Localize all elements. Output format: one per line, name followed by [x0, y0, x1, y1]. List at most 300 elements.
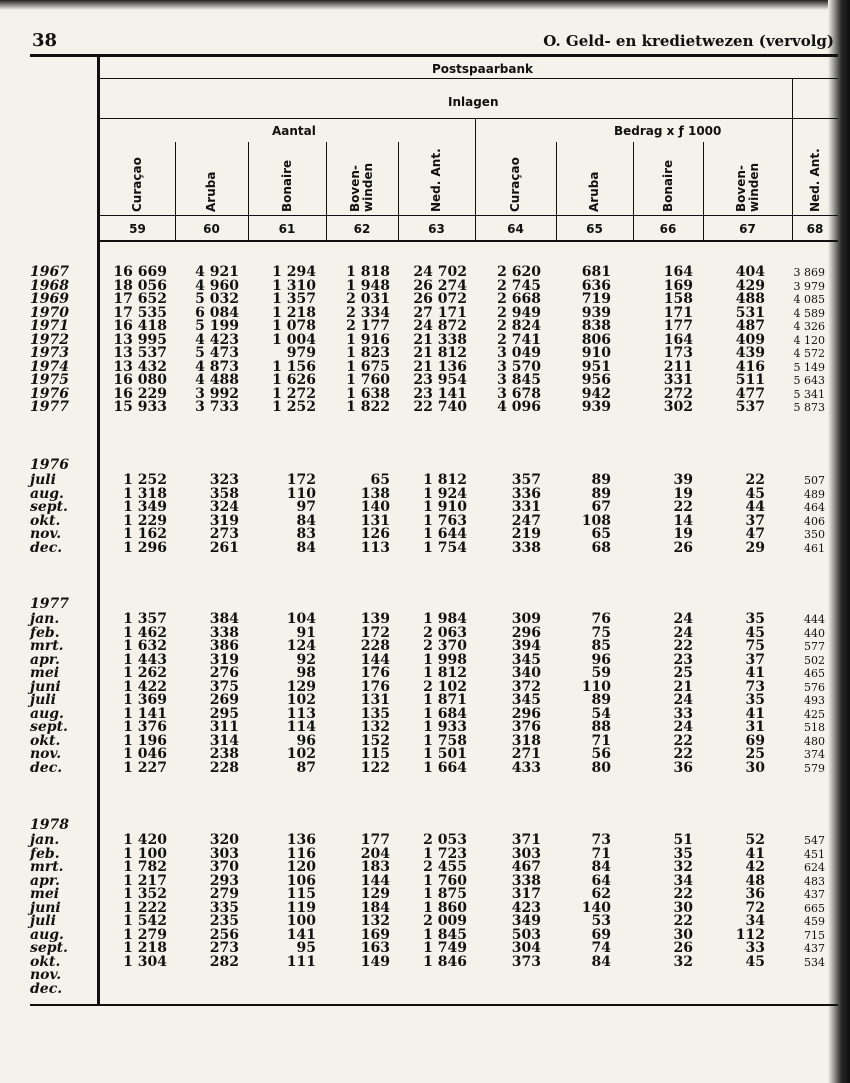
- table-cell: 547: [804, 834, 825, 847]
- row-label: 1968: [30, 277, 69, 294]
- table-cell: 69: [745, 732, 765, 749]
- table-cell: 13 995: [113, 331, 167, 348]
- table-cell: 579: [804, 761, 825, 775]
- table-cell: 36: [673, 759, 693, 776]
- table-cell: 88: [591, 719, 611, 735]
- table-cell: 295: [209, 705, 239, 722]
- column-header-label: Ned. Ant.: [429, 148, 443, 212]
- table-cell: 374: [804, 748, 825, 761]
- row-label: aug.: [30, 485, 64, 502]
- table-cell: 238: [209, 746, 239, 762]
- table-cell: 112: [735, 926, 765, 943]
- table-cell: 72: [745, 899, 765, 916]
- table-cell: 942: [581, 385, 611, 402]
- table-cell: 158: [663, 291, 693, 307]
- table-cell: 85: [591, 638, 611, 654]
- table-cell: 177: [663, 318, 693, 334]
- row-label: feb.: [30, 845, 60, 862]
- table-cell: 2 009: [423, 913, 467, 929]
- table-cell: 22: [673, 638, 693, 654]
- table-cell: 22: [673, 913, 693, 929]
- table-cell: 26: [673, 539, 693, 556]
- row-label: sept.: [30, 499, 68, 515]
- table-cell: 534: [804, 955, 825, 969]
- table-cell: 345: [511, 651, 541, 668]
- table-cell: 338: [209, 624, 239, 641]
- table-cell: 483: [804, 874, 825, 888]
- column-number: 67: [739, 222, 756, 236]
- table-cell: 138: [360, 485, 390, 502]
- table-cell: 433: [511, 759, 541, 776]
- table-cell: 939: [581, 304, 611, 321]
- table-cell: 3 869: [793, 266, 825, 279]
- table-cell: 303: [209, 845, 239, 862]
- table-cell: 338: [511, 872, 541, 889]
- table-cell: 624: [804, 861, 825, 874]
- row-label: juli: [30, 692, 56, 708]
- table-cell: 1 294: [272, 264, 316, 280]
- table-cell: 4 096: [497, 399, 541, 415]
- table-cell: 1 376: [123, 719, 167, 735]
- table-cell: 84: [296, 512, 316, 529]
- table-cell: 1 310: [272, 277, 316, 294]
- table-cell: 335: [209, 899, 239, 916]
- table-cell: 1 156: [272, 358, 316, 375]
- table-cell: 17 535: [113, 304, 167, 321]
- table-cell: 30: [673, 926, 693, 943]
- table-cell: 132: [360, 719, 390, 735]
- table-cell: 1 141: [123, 705, 167, 722]
- table-cell: 144: [360, 651, 390, 668]
- header-rule-1: [100, 78, 838, 79]
- table-cell: 47: [745, 526, 765, 542]
- table-cell: 487: [735, 318, 765, 334]
- table-cell: 451: [804, 847, 825, 861]
- table-cell: 1 462: [123, 624, 167, 641]
- table-cell: 5 199: [195, 318, 239, 334]
- table-row: [0, 761, 850, 776]
- table-cell: 5 643: [793, 374, 825, 387]
- table-cell: 132: [360, 913, 390, 929]
- table-cell: 3 733: [195, 399, 239, 415]
- table-cell: 75: [591, 624, 611, 641]
- year-heading: 1977: [30, 596, 69, 612]
- table-cell: 108: [581, 512, 611, 529]
- table-cell: 1 684: [423, 705, 467, 722]
- row-label: nov.: [30, 526, 62, 542]
- table-cell: 177: [360, 832, 390, 848]
- table-cell: 35: [673, 845, 693, 862]
- table-cell: 51: [673, 832, 693, 848]
- table-cell: 314: [209, 732, 239, 749]
- table-cell: 1 262: [123, 665, 167, 681]
- table-cell: 488: [735, 291, 765, 307]
- table-cell: 376: [511, 719, 541, 735]
- table-cell: 1 760: [423, 872, 467, 889]
- table-cell: 1 758: [423, 732, 467, 749]
- table-cell: 22: [673, 746, 693, 762]
- table-cell: 1 162: [123, 526, 167, 542]
- row-label: okt.: [30, 953, 61, 970]
- table-cell: 44: [745, 499, 765, 515]
- table-cell: 372: [511, 678, 541, 695]
- table-cell: 507: [804, 474, 825, 487]
- column-number: 59: [129, 222, 146, 236]
- column-header-label: Bonaire: [660, 159, 675, 212]
- table-cell: 73: [745, 678, 765, 695]
- row-label: nov.: [30, 746, 62, 762]
- column-header-label: Aruba: [204, 171, 218, 212]
- table-cell: 102: [286, 746, 316, 762]
- table-cell: 149: [360, 953, 390, 970]
- table-cell: 349: [511, 913, 541, 929]
- table-cell: 39: [673, 472, 693, 488]
- table-cell: 302: [663, 399, 693, 415]
- table-cell: 439: [735, 345, 765, 361]
- table-cell: 139: [360, 611, 390, 627]
- table-cell: 13 432: [113, 358, 167, 375]
- table-cell: 211: [663, 358, 693, 375]
- table-cell: 1 871: [423, 692, 467, 708]
- row-label: 1974: [30, 358, 69, 375]
- table-cell: 35: [745, 611, 765, 627]
- column-number: 63: [428, 222, 445, 236]
- table-cell: 338: [511, 539, 541, 556]
- table-cell: 1 501: [423, 746, 467, 762]
- header-rule-4: [100, 240, 838, 242]
- table-cell: 665: [804, 901, 825, 915]
- table-cell: 24: [673, 624, 693, 641]
- table-cell: 56: [591, 746, 611, 762]
- table-cell: 45: [745, 953, 765, 970]
- table-cell: 228: [360, 638, 390, 654]
- table-cell: 32: [673, 953, 693, 970]
- row-label: 1972: [30, 331, 69, 348]
- table-row: [0, 541, 850, 556]
- table-cell: 144: [360, 872, 390, 889]
- table-cell: 25: [673, 665, 693, 681]
- table-cell: 461: [804, 541, 825, 555]
- table-cell: 956: [581, 372, 611, 388]
- table-cell: 1 004: [272, 331, 316, 348]
- table-cell: 71: [591, 732, 611, 749]
- table-cell: 1 644: [423, 526, 467, 542]
- table-cell: 1 638: [346, 385, 390, 402]
- table-cell: 219: [511, 526, 541, 542]
- table-cell: 1 763: [423, 512, 467, 529]
- table-cell: 64: [591, 872, 611, 889]
- table-cell: 2 102: [423, 678, 467, 695]
- table-cell: 2 031: [346, 291, 390, 307]
- table-cell: 1 542: [123, 913, 167, 929]
- bottom-rule: [30, 1004, 838, 1006]
- table-cell: 979: [286, 345, 316, 361]
- table-cell: 2 668: [497, 291, 541, 307]
- table-cell: 531: [735, 304, 765, 321]
- header-rule-2: [100, 118, 838, 119]
- table-cell: 4 085: [793, 293, 825, 306]
- table-cell: 75: [745, 638, 765, 654]
- table-cell: 386: [209, 638, 239, 654]
- year-heading: 1976: [30, 457, 69, 473]
- row-label: 1971: [30, 318, 69, 334]
- table-cell: 30: [745, 759, 765, 776]
- table-cell: 394: [511, 638, 541, 654]
- table-cell: 113: [286, 705, 316, 722]
- top-rule: [30, 54, 838, 57]
- row-label: 1973: [30, 345, 69, 361]
- table-cell: 163: [360, 940, 390, 956]
- table-cell: 715: [804, 928, 825, 942]
- table-cell: 939: [581, 399, 611, 415]
- row-label: mei: [30, 665, 60, 681]
- table-cell: 25: [745, 746, 765, 762]
- table-cell: 87: [296, 759, 316, 776]
- table-cell: 1 812: [423, 665, 467, 681]
- table-cell: 110: [286, 485, 316, 502]
- row-label: 1976: [30, 385, 69, 402]
- table-cell: 1 078: [272, 318, 316, 334]
- table-cell: 16 669: [113, 264, 167, 280]
- table-cell: 4 960: [195, 277, 239, 294]
- table-cell: 140: [581, 899, 611, 916]
- table-cell: 4 120: [793, 333, 825, 347]
- table-cell: 416: [735, 358, 765, 375]
- table-cell: 459: [804, 915, 825, 928]
- table-cell: 65: [591, 526, 611, 542]
- table-cell: 74: [591, 940, 611, 956]
- table-cell: 204: [360, 845, 390, 862]
- table-cell: 5 032: [195, 291, 239, 307]
- table-cell: 34: [745, 913, 765, 929]
- table-cell: 84: [296, 539, 316, 556]
- table-cell: 910: [581, 345, 611, 361]
- table-cell: 311: [209, 719, 239, 735]
- table-cell: 324: [209, 499, 239, 515]
- table-cell: 444: [804, 613, 825, 626]
- column-number: 68: [806, 222, 824, 236]
- column-number: 66: [659, 222, 677, 236]
- table-cell: 357: [511, 472, 541, 488]
- row-label: mei: [30, 886, 60, 902]
- table-cell: 1 822: [346, 399, 390, 415]
- table-cell: 1 227: [123, 759, 167, 776]
- table-cell: 371: [511, 832, 541, 848]
- table-cell: 21: [673, 678, 693, 695]
- year-heading: 1978: [30, 817, 69, 833]
- table-cell: 124: [286, 638, 316, 654]
- table-cell: 21 136: [413, 358, 467, 375]
- row-label: 1967: [30, 264, 69, 280]
- table-cell: 106: [286, 872, 316, 889]
- table-cell: 21 812: [413, 345, 467, 361]
- table-cell: 67: [591, 499, 611, 515]
- table-cell: 96: [591, 651, 611, 668]
- row-label: aug.: [30, 705, 64, 722]
- table-cell: 1 352: [123, 886, 167, 902]
- table-cell: 1 217: [123, 872, 167, 889]
- table-cell: 4 572: [793, 347, 825, 360]
- table-cell: 384: [209, 611, 239, 627]
- table-cell: 26 072: [413, 291, 467, 307]
- table-cell: 136: [286, 832, 316, 848]
- page-number: 38: [32, 30, 58, 51]
- table-cell: 503: [511, 926, 541, 943]
- table-cell: 271: [511, 746, 541, 762]
- row-label: dec.: [30, 980, 63, 997]
- table-cell: 309: [511, 611, 541, 627]
- table-cell: 120: [286, 859, 316, 875]
- row-label: juli: [30, 472, 56, 488]
- table-cell: 71: [591, 845, 611, 862]
- table-cell: 235: [209, 913, 239, 929]
- table-cell: 1 875: [423, 886, 467, 902]
- table-cell: 838: [581, 318, 611, 334]
- table-cell: 464: [804, 501, 825, 514]
- row-label: jan.: [30, 832, 60, 848]
- row-label: aug.: [30, 926, 64, 943]
- table-cell: 92: [296, 651, 316, 668]
- table-cell: 4 326: [793, 320, 825, 333]
- table-cell: 1 196: [123, 732, 167, 749]
- table-cell: 719: [581, 291, 611, 307]
- bedrag-heading: Bedrag x ƒ 1000: [614, 124, 722, 138]
- row-label: sept.: [30, 940, 68, 956]
- table-cell: 42: [745, 859, 765, 875]
- table-cell: 164: [663, 331, 693, 348]
- table-cell: 27 171: [413, 304, 467, 321]
- table-cell: 24: [673, 611, 693, 627]
- column-number: 65: [586, 222, 603, 236]
- table-cell: 184: [360, 899, 390, 916]
- table-cell: 1 100: [123, 845, 167, 862]
- table-cell: 1 998: [423, 651, 467, 668]
- column-header-label: Curaçao: [130, 157, 144, 212]
- table-cell: 52: [745, 832, 765, 848]
- table-cell: 1 818: [346, 264, 390, 280]
- table-cell: 22: [673, 732, 693, 749]
- table-cell: 1 933: [423, 719, 467, 735]
- table-cell: 6 084: [195, 304, 239, 321]
- table-cell: 169: [360, 926, 390, 943]
- table-cell: 100: [286, 913, 316, 929]
- table-cell: 80: [591, 759, 611, 776]
- table-cell: 22: [673, 499, 693, 515]
- column-number: 61: [278, 222, 296, 236]
- row-label: 1970: [30, 304, 69, 321]
- row-label: juni: [30, 899, 61, 916]
- table-cell: 228: [209, 759, 239, 776]
- table-cell: 437: [804, 888, 825, 901]
- table-cell: 68: [591, 539, 611, 556]
- table-cell: 1 948: [346, 277, 390, 294]
- table-cell: 104: [286, 611, 316, 627]
- table-cell: 425: [804, 707, 825, 721]
- table-cell: 269: [209, 692, 239, 708]
- table-cell: 169: [663, 277, 693, 294]
- table-cell: 116: [286, 845, 316, 862]
- table-cell: 1 626: [272, 372, 316, 388]
- column-header-label: Boven- winden: [733, 162, 761, 212]
- table-cell: 319: [209, 512, 239, 529]
- table-cell: 1 218: [272, 304, 316, 321]
- table-cell: 5 149: [793, 360, 825, 374]
- table-cell: 1 420: [123, 832, 167, 848]
- table-cell: 282: [209, 953, 239, 970]
- table-cell: 23 954: [413, 372, 467, 388]
- table-cell: 331: [511, 499, 541, 515]
- table-cell: 1 369: [123, 692, 167, 708]
- column-number: 60: [203, 222, 220, 236]
- row-label: mrt.: [30, 859, 64, 875]
- table-cell: 54: [591, 705, 611, 722]
- table-cell: 84: [591, 859, 611, 875]
- table-cell: 4 921: [195, 264, 239, 280]
- table-cell: 45: [745, 485, 765, 502]
- column-header-label: Ned. Ant.: [807, 148, 822, 212]
- table-cell: 576: [804, 680, 825, 694]
- table-cell: 115: [360, 746, 390, 762]
- table-cell: 340: [511, 665, 541, 681]
- table-cell: 41: [745, 845, 765, 862]
- table-cell: 33: [673, 705, 693, 722]
- table-cell: 323: [209, 472, 239, 488]
- scan-top-edge: [0, 0, 850, 10]
- table-cell: 489: [804, 487, 825, 501]
- table-cell: 2 824: [497, 318, 541, 334]
- row-label: nov.: [30, 967, 62, 983]
- table-cell: 256: [209, 926, 239, 943]
- table-cell: 3 049: [497, 345, 541, 361]
- table-cell: 636: [581, 277, 611, 294]
- table-cell: 1 229: [123, 512, 167, 529]
- row-label: 1975: [30, 372, 69, 388]
- table-cell: 19: [673, 526, 693, 542]
- table-cell: 373: [511, 953, 541, 970]
- table-cell: 26: [673, 940, 693, 956]
- header-rule-3: [100, 215, 838, 216]
- table-cell: 89: [591, 485, 611, 502]
- table-cell: 4 488: [195, 372, 239, 388]
- table-cell: 4 589: [793, 306, 825, 320]
- table-cell: 5 873: [793, 401, 825, 414]
- table-cell: 126: [360, 526, 390, 542]
- table-cell: 131: [360, 512, 390, 529]
- table-cell: 2 177: [346, 318, 390, 334]
- table-cell: 129: [360, 886, 390, 902]
- table-cell: 1 846: [423, 953, 467, 970]
- row-label: apr.: [30, 872, 60, 889]
- table-cell: 41: [745, 665, 765, 681]
- table-cell: 96: [296, 732, 316, 749]
- table-cell: 493: [804, 694, 825, 707]
- table-cell: 4 423: [195, 331, 239, 348]
- table-cell: 336: [511, 485, 541, 502]
- table-cell: 350: [804, 528, 825, 541]
- table-cell: 3 979: [793, 279, 825, 293]
- table-cell: 375: [209, 678, 239, 695]
- table-cell: 1 218: [123, 940, 167, 956]
- table-cell: 1 272: [272, 385, 316, 402]
- table-cell: 1 823: [346, 345, 390, 361]
- table-cell: 272: [663, 385, 693, 402]
- table-cell: 35: [745, 692, 765, 708]
- row-label: dec.: [30, 759, 63, 776]
- table-cell: 1 924: [423, 485, 467, 502]
- table-cell: 69: [591, 926, 611, 943]
- table-cell: 681: [581, 264, 611, 280]
- row-label: jan.: [30, 611, 60, 627]
